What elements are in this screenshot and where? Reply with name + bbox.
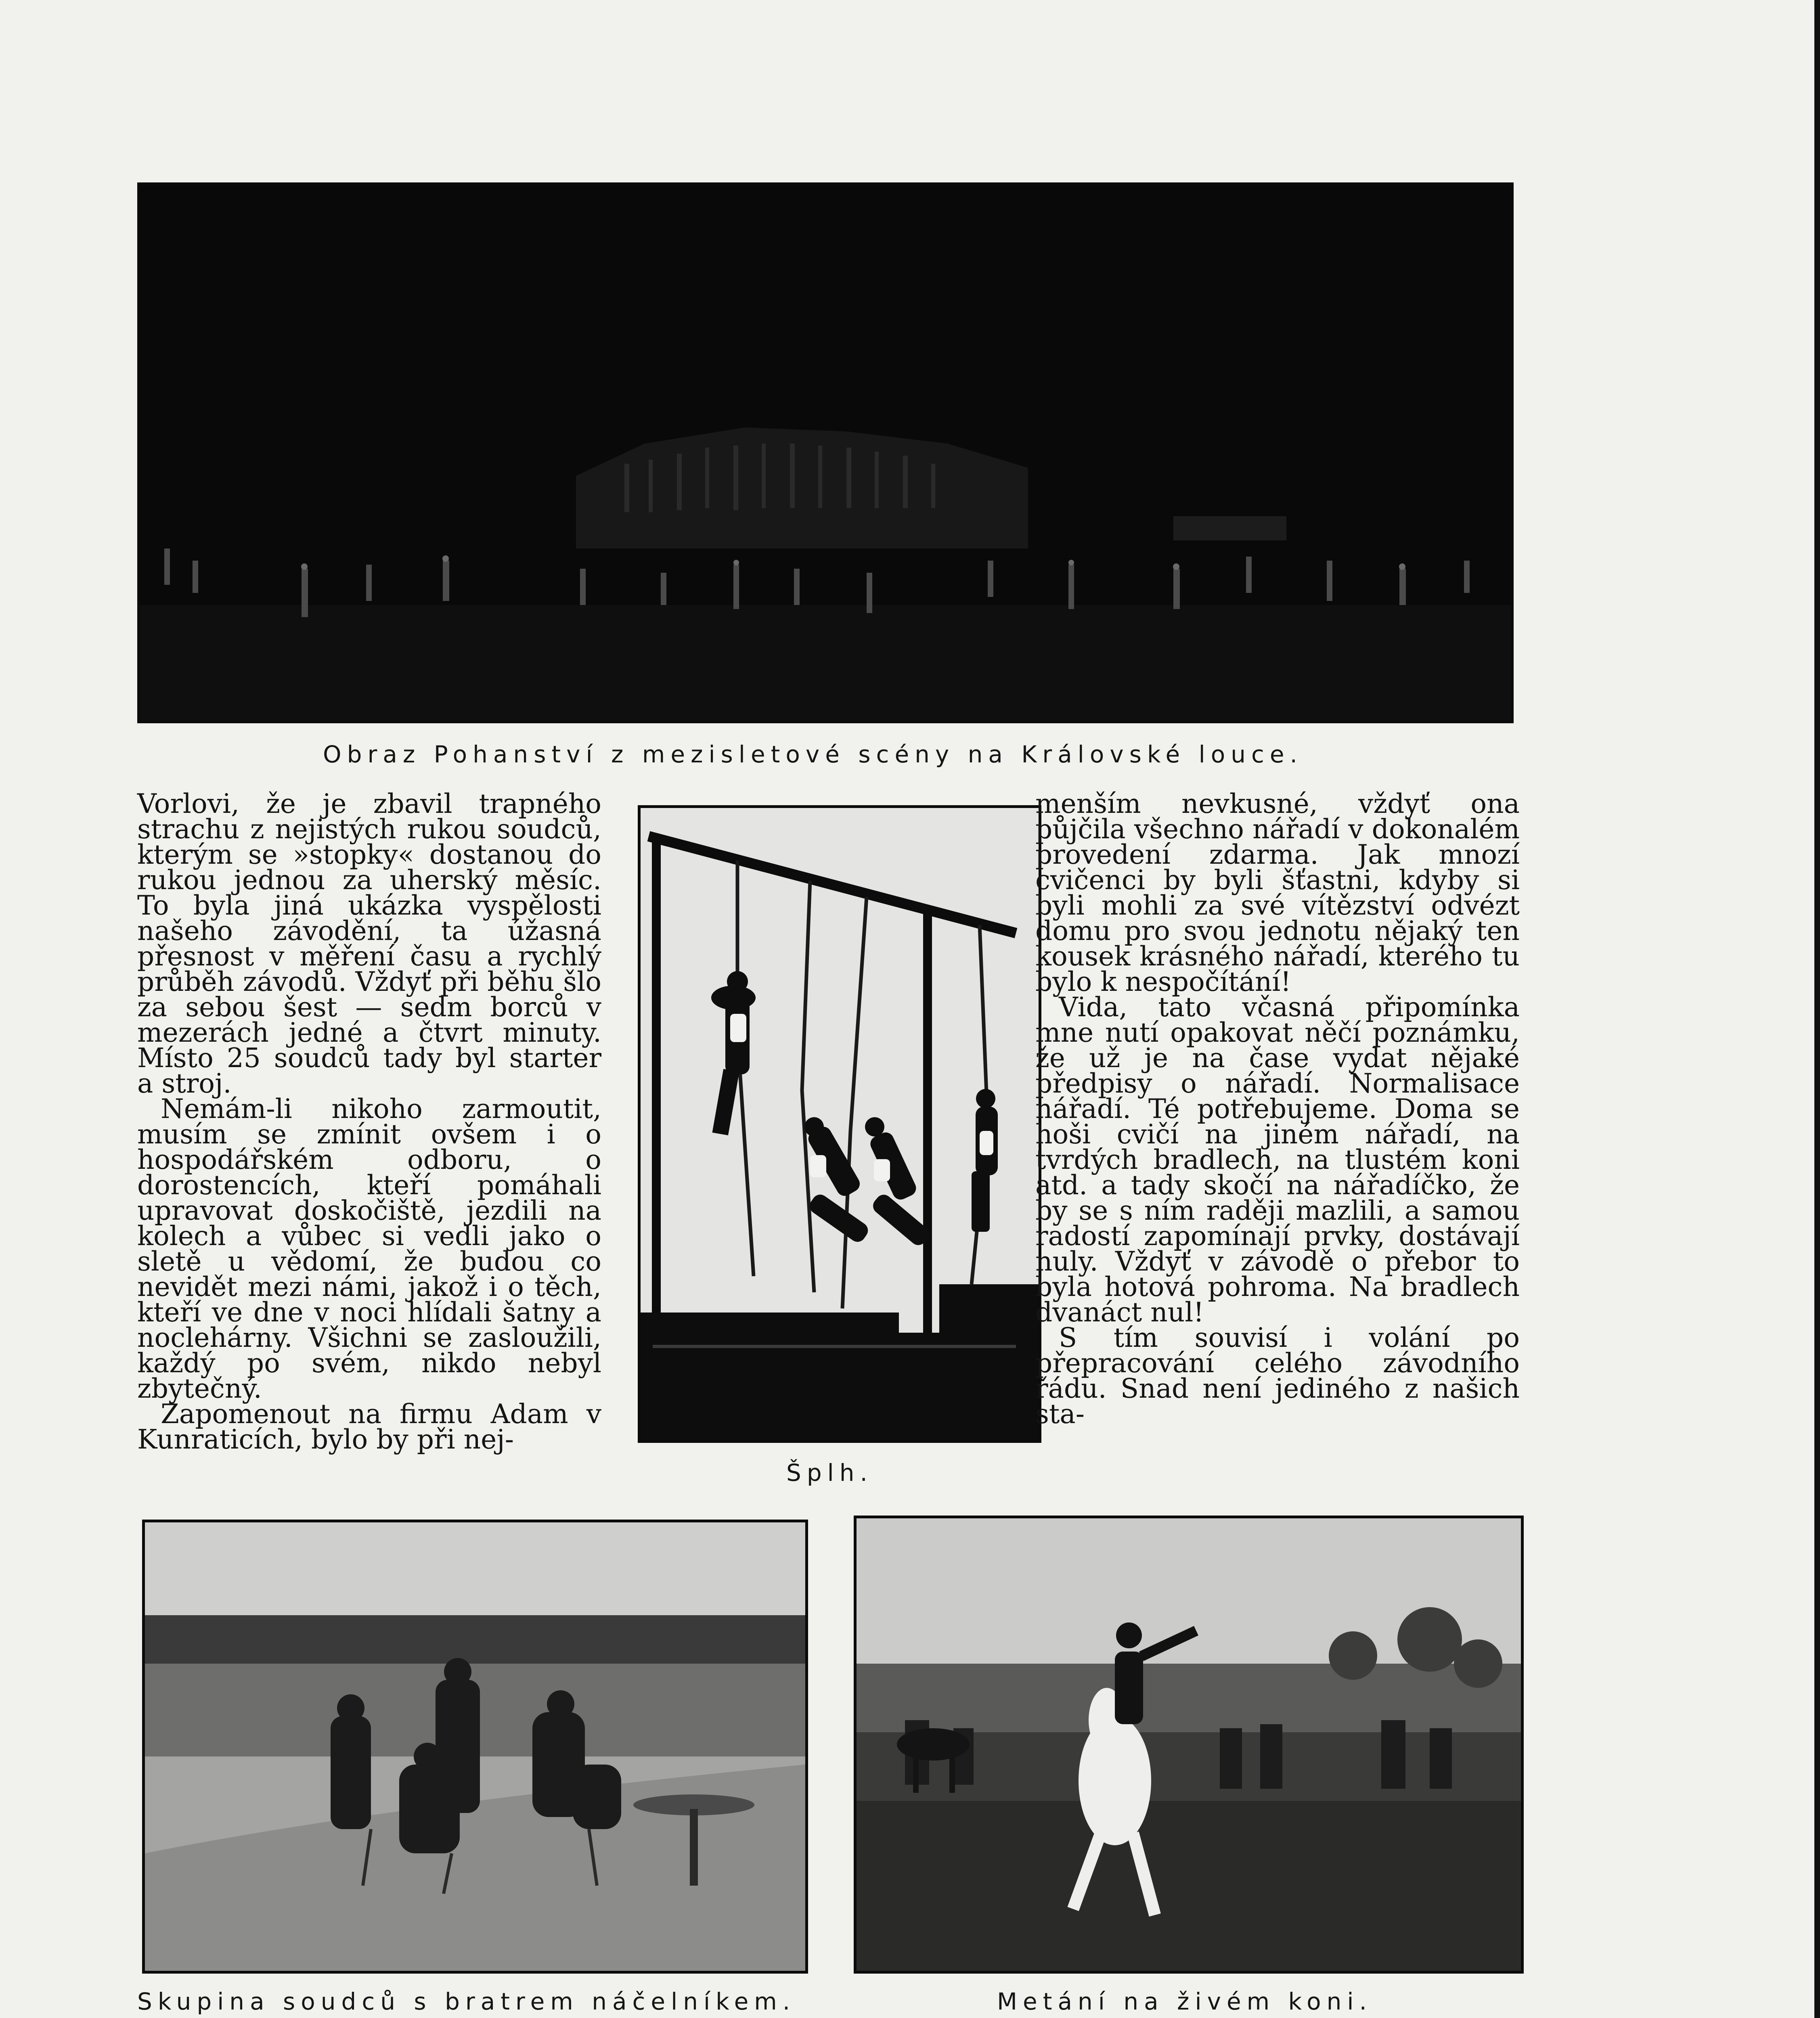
bottom-left-photo-caption: Skupina soudců s bratrem náčelníkem. [137, 1988, 796, 2015]
rope-climbing-image [641, 808, 1039, 1440]
bottom-right-photo-caption: Metání na živém koni. [997, 1988, 1372, 2015]
top-photo [137, 182, 1514, 723]
right-text-column [1035, 788, 1520, 1430]
left-paragraph-1: Vorlovi, že je zbavil trapného strachu z nejistých rukou soudců, kterým se »stopky« dostanou do rukou jednou za uherský měsíc. To byla jiná ukázka vyspělosti našeho závodění, ta úžasná přesnost v měření času a rychlý průběh závodů. Vždyť při běhu šlo za sebou šest — sedm borců v mezerách jedné a čtvrt minuty. Místo 25 soudců tady byl starter a stroj. [137, 788, 601, 1099]
night-stadium-scene-image [140, 185, 1511, 720]
middle-photo [638, 805, 1041, 1443]
middle-photo-caption: Šplh. [786, 1459, 873, 1486]
left-paragraph-2: Nemám-li nikoho zarmoutit, musím se zmínit ovšem i o hospodářském odboru, o dorostencích, kteří pomáhali upravovat doskočiště, jezdili na kolech a vůbec si vedli jako o sletě u vědomí, že budou co nevidět mezi námi, jakož i o těch, kteří ve dne v noci hlídali šatny a noclehárny. Všichni se zasloužili, každý po svém, nikdo nebyl zbytečný. [137, 1093, 601, 1404]
right-paragraph-1: menším nevkusné, vždyť ona půjčila všechno nářadí v dokonalém provedení zdarma. Jak mnozí cvičenci by byli šťastni, kdyby si byli mohli za své vítězství odvézt domu pro svou jednotu nějaký ten kousek krásného nářadí, kterého tu bylo k nespočítání! [1035, 788, 1520, 997]
judges-group-image [145, 1522, 805, 1971]
right-paragraph-3: S tím souvisí i volání po přepracování celého závodního řádu. Snad není jediného z našich sta- [1035, 1322, 1520, 1430]
right-paragraph-2: Vida, tato včasná připomínka mne nutí opakovat něčí poznámku, že už je na čase vydat nějaké předpisy o nářadí. Normalisace nářadí. Té potřebujeme. Doma se hoši cvičí na jiném nářadí, na tvrdých bradlech, na tlustém koni atd. a tady skočí na nářadíčko, že by se s ním raději mazlili, a samou radostí zapomínají prvky, dostávají nuly. Vždyť v závodě o přebor to byla hotová pohroma. Na bradlech dvanáct nul! [1035, 992, 1520, 1328]
left-text-column [137, 788, 601, 1455]
top-photo-caption: Obraz Pohanství z mezisletové scény na Královské louce. [323, 741, 1303, 768]
bottom-left-photo [142, 1520, 808, 1974]
left-paragraph-3: Zapomenout na firmu Adam v Kunraticích, bylo by při nej- [137, 1398, 601, 1455]
horse-vaulting-image [857, 1518, 1521, 1971]
scan-edge-right [1814, 0, 1820, 2018]
bottom-right-photo [854, 1516, 1524, 1974]
